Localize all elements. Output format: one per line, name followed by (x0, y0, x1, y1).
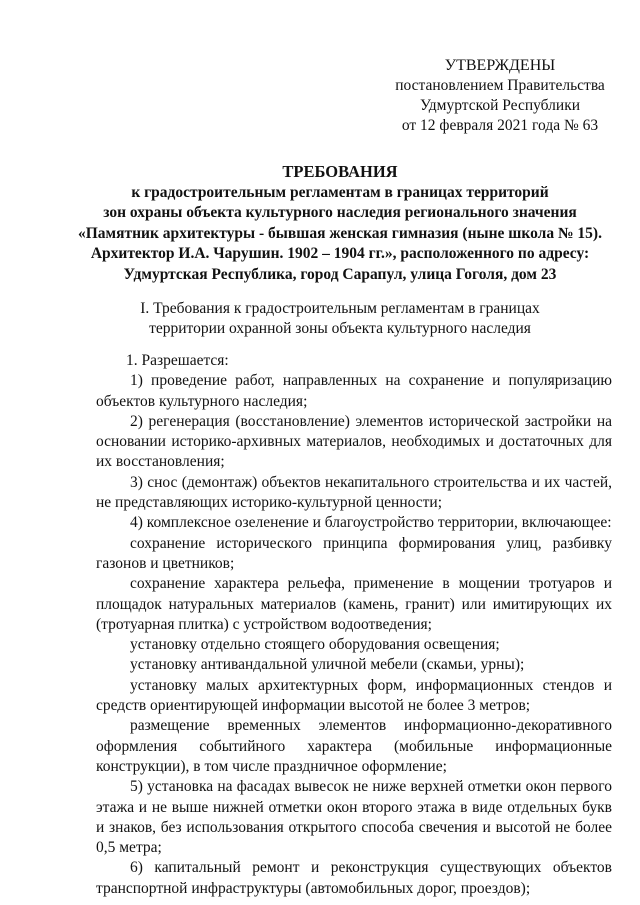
paragraph-item-5: 5) установка на фасадах вывесок не ниже верхней отметки окон первого этажа и не выше нижней отметки окон второго этажа в виде отдельных букв и знаков, без использования открытого способа свечения и высотой не более 0,5 метра; (96, 778, 612, 857)
paragraph-allowed-heading: 1. Разрешается: (126, 352, 229, 369)
section-line: территории охранной зоны объекта культурного наследия (149, 320, 531, 337)
paragraph-item-2: 2) регенерация (восстановление) элементов исторической застройки на основании историко-архивных материалов, необходимых и достаточных для их восстановления; (96, 412, 612, 471)
paragraph-subitem: установку отдельно стоящего оборудования освещения; (130, 636, 500, 654)
title-line: к градостроительным регламентам в границах территорий (131, 183, 549, 201)
paragraph-item-6: 6) капитальный ремонт и реконструкция существующих объектов транспортной инфраструктуры (автомобильных дорог, проездов); (96, 859, 612, 897)
approval-heading: УТВЕРЖДЕНЫ (444, 57, 556, 74)
section-heading (100, 299, 580, 339)
paragraph-subitem: сохранение характера рельефа, применение в мощении тротуаров и площадок натуральных материалов (камень, гранит) или имитирующих их (тротуарная плитка) с устройством водоотведения; (96, 575, 612, 633)
paragraph-item-3: 3) снос (демонтаж) объектов некапитального строительства и их частей, не представляющих историко-культурной ценности; (96, 473, 612, 512)
title-line: «Памятник архитектуры - бывшая женская гимназия (ныне школа № 15). (78, 224, 602, 242)
paragraph-subitem: установку антивандальной уличной мебели (скамьи, урны); (130, 656, 525, 674)
paragraph-subitem: размещение временных элементов информационно-декоративного оформления событийного характера (мобильные информационные конструкции), в том числе праздничное оформление; (96, 717, 612, 775)
document-body (96, 351, 612, 899)
paragraph-subitem: установку малых архитектурных форм, информационных стендов и средств ориентирующей информации высотой не более 3 метров; (96, 676, 612, 715)
paragraph-item-1: 1) проведение работ, направленных на сохранение и популяризацию объектов культурного наследия; (96, 372, 612, 410)
title-line: Архитектор И.А. Чарушин. 1902 – 1904 гг.», расположенного по адресу: (90, 245, 590, 262)
title-line: Удмуртская Республика, город Сарапул, улица Гоголя, дом 23 (123, 265, 557, 283)
approval-line: Удмуртской Республики (419, 97, 581, 114)
section-line: I. Требования к градостроительным регламентам в границах (140, 300, 540, 317)
approval-line: от 12 февраля 2021 года № 63 (401, 117, 599, 134)
title-line: зон охраны объекта культурного наследия регионального значения (103, 204, 577, 221)
title-main: ТРЕБОВАНИЯ (282, 162, 398, 181)
document-title (60, 162, 620, 285)
approval-stamp (380, 56, 620, 136)
approval-line: постановлением Правительства (395, 77, 605, 94)
paragraph-subitem: сохранение исторического принципа формирования улиц, разбивку газонов и цветников; (96, 534, 612, 572)
paragraph-item-4: 4) комплексное озеленение и благоустройство территории, включающее: (130, 514, 612, 532)
